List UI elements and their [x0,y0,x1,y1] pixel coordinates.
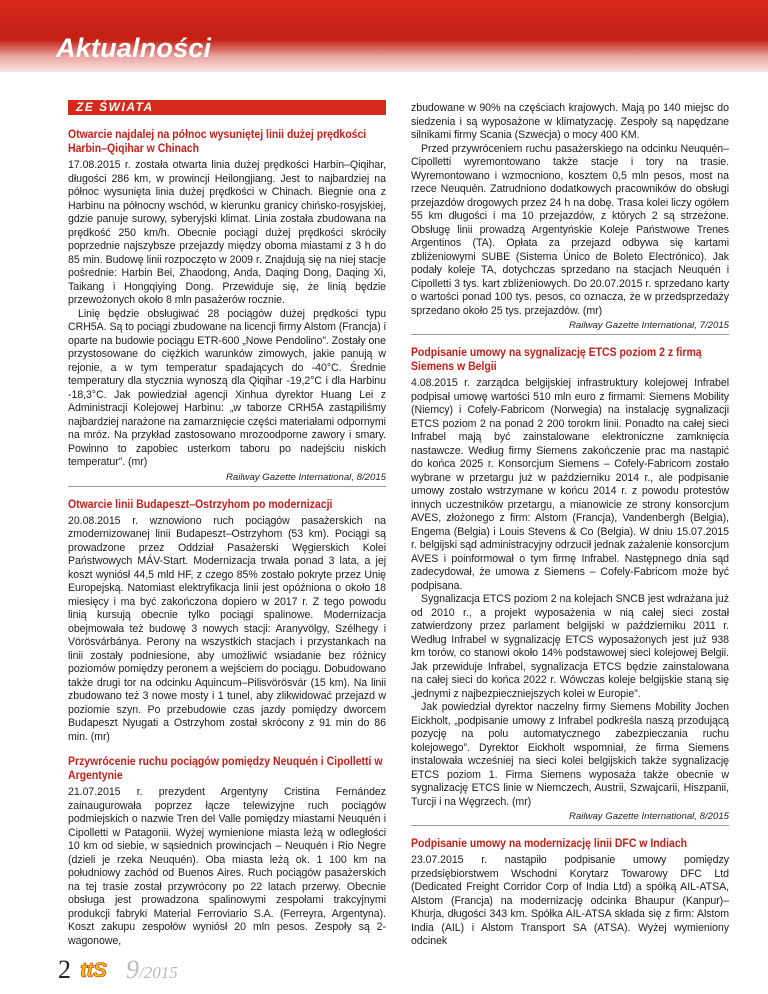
article-neuquen [68,754,386,948]
article-dfc-india [411,836,729,949]
article-source: Railway Gazette International, 7/2015 [411,320,729,335]
right-column [411,102,729,949]
magazine-logo: ttS [80,959,107,982]
article-etcs-belgium [411,345,729,826]
paragraph: Przed przywróceniem ruchu pasażerskiego na odcinku Neuquén–Cipolletti wyremontowano także stacje i tory na trasie. Wyremontowano i wzmocniono, kosztem 0,5 mln pesos, most na rzece Neuquén. Zatrudniono dodatkowych pracowników do obsługi przejazdów drogowych przez 24 h na dobę. Trasa kolei liczy ogółem 55 km długości i ma 10 przejazdów, z których 2 są strzeżone. Obsługę linii prowadzą Argentyńskie Koleje Państwowe Trenes Argentinos (TA). Opłata za przejazd odbywa się kartami zbliżeniowymi SUBE (Sistema Único de Boleto Electrónico). Jak podały koleje TA, dotychczas sprzedano na stacjach Neuquén i Cipolletti 3 tys. kart zbliżeniowych. Do 20.07.2015 r. sprzedano karty o wartości ponad 100 tys. pesos, co oznacza, że w przedsprzedaży sprzedano około 25 tys. przejazdów. (mr) [411,142,729,317]
article-body [68,159,386,470]
issue-number [126,955,178,985]
paragraph: Jak powiedział dyrektor naczelny firmy Siemens Mobility Jochen Eickholt, „podpisanie umowy z Infrabel podkreśla naszą przodującą pozycję na polu automatycznego zabezpieczania ruchu kolejowego”. Dyrektor Eickholt wspomniał, że firma Siemens instalowała wcześniej na sieci kolei belgijskich także sygnalizację ETCS poziom 1. Firma Siemens wyposaża także obecnie w sygnalizację ETCS linie w Niemczech, Austrii, Szwajcarii, Hiszpanii, Turcji i na Węgrzech. (mr) [411,701,729,808]
paragraph: zbudowane w 90% na częściach krajowych. Mają po 140 miejsc do siedzenia i są wyposażone w klimatyzację. Zespoły są napędzane silnikami firmy Scania (Szwecja) o mocy 400 KM. [411,102,729,141]
paragraph: 23.07.2015 r. nastąpiło podpisanie umowy pomiędzy przedsiębiorstwem Wschodni Korytarz Towarowy DFC Ltd (Dedicated Freight Corridor Corp of India Ltd) a spółką AIL-ATSA, Alstom (Francja) na modernizację odcinka Bhaupur (Kanpur)–Khurja, długości 343 km. Spółka AIL-ATSA składa się z firm: Alstom India (AIL) i Alstom Transport SA (ATSA). Wyżej wymieniony odcinek [411,854,729,947]
article-body [411,377,729,809]
paragraph: 4.08.2015 r. zarządca belgijskiej infrastruktury kolejowej Infrabel podpisał umowę wartości 510 mln euro z firmami: Siemens Mobility (Niemcy) i Cofely-Fabricom (Norwegia) na instalację sygnalizacji ETCS poziom 2 na ponad 2 200 torokm linii. Ponadto na całej sieci Infrabel mają być zainstalowane elektroniczne zamknięcia nastawcze. Według firmy Siemens zakończenie prac ma nastąpić do końca 2025 r. Konsorcjum Siemens – Cofely-Fabricom zostało wybrane w przetargu już w październiku 2014 r., ale podpisanie umowy zostało wstrzymane w końcu 2014 r. z powodu protestów innych uczestników przetargu, a mianowicie ze strony konsorcjum AVES, złożonego z firm: Alstom (Francja), Vandenbergh (Belgia), Engema (Belgia) i Louis Stevens & Co (Belgia). W dniu 15.07.2015 r. belgijski sąd administracyjny odrzucił jednak zażalenie konsorcjum AVES i poinformował o tym firmę Infrabel. Następnego dnia sąd zadecydował, że umowa z Siemens – Cofely-Fabricom może być podpisana. [411,377,729,592]
article-title: Otwarcie najdalej na północ wysuniętej linii dużej prędkości Harbin–Qiqihar w Chinach [68,127,367,155]
article-budapest [68,497,386,745]
article-body [411,854,729,949]
page-title: Aktualności [56,33,212,63]
issue-no: 9 [126,955,139,984]
article-body [68,786,386,948]
section-label: ZE ŚWIATA [68,100,386,115]
article-source: Railway Gazette International, 8/2015 [68,472,386,487]
article-title: Otwarcie linii Budapeszt–Ostrzyhom po modernizacji [68,496,333,511]
page-number: 2 [58,955,71,984]
issue-year: /2015 [139,963,178,982]
paragraph: 17.08.2015 r. została otwarta linia dużej prędkości Harbin–Qiqihar, długości 286 km, w prowincji Heilongjiang. Jest to najbardziej na północ wysunięta linia dużej prędkości w Chinach. Biegnie ona z Harbinu na północny wschód, w kierunku granicy chińsko-rosyjskiej, gdzie panuje surowy, syberyjski klimat. Linia została zbudowana na prędkość 250 km/h. Obecnie pociągi dużej prędkości skróciły poprzednie najszybsze przejazdy między oboma miastami z 3 h do 85 min. Budowę linii rozpoczęto w 2009 r. Znajdują się na niej stacje pośrednie: Harbin Bei, Zhaodong, Anda, Daqing Dong, Daqing Xi, Taikang i Hongqiying Dong. Przewiduje się, że linią będzie przewożonych około 8 mln pasażerów rocznie. [68,159,386,306]
paragraph: Linię będzie obsługiwać 28 pociągów dużej prędkości typu CRH5A. Są to pociągi zbudowane na licencji firmy Alstom (Francja) i oparte na budowie pociągu ETR-600 „Nowe Pendolino”. Zostały one przystosowane do ciężkich warunków zimowych, jakie panują w rejonie, a w tym temperatur spadających do -40°C. Średnie temperatury dla stycznia wynoszą dla Qiqihar -19,2°C i dla Harbinu -18,3°C. Jak powiedział agencji Xinhua dyrektor Huang Lei z Administracji Kolejowej Harbinu: „w taborze CRH5A zastąpiliśmy najbardziej narażone na zamarznięcie części materiałami odpornymi na mróz. Na przykład zastosowano mrozoodporne zawory i smary. Powinno to zapobiec usterkom taboru po nadejściu niskich temperatur”. (mr) [68,307,386,468]
paragraph: 20.08.2015 r. wznowiono ruch pociągów pasażerskich na zmodernizowanej linii Budapeszt–Ostrzyhom (53 km). Pociągi są prowadzone przez Oddział Pasażerski Węgierskich Kolei Państwowych MÁV-Start. Modernizacja trwała ponad 3 lata, a jej koszt wyniósł 44,5 mld HF, z czego 85% zostało pokryte przez Unię Europejską. Natomiast elektryfikacja linii jest opóźniona o około 18 miesięcy i ma być zakończona dopiero w 2017 r. Z tego powodu linią kursują obecnie tylko pociągi spalinowe. Modernizacja obejmowała też budowę 3 nowych stacji: Aranyvölgy, Szélhegy i Vörösvárbánya. Perony na wszystkich stacjach i przystankach na linii zostały podniesione, aby umożliwić wsiadanie bez różnicy poziomów pomiędzy peronem a wejściem do pociągu. Dobudowano także drugi tor na odcinku Aquincum–Pilisvörösvár (15 km). Na linii zbudowano też 3 nowe mosty i 1 tunel, aby zlikwidować przejazd w poziomie szyn. Po przebudowie czas jazdy pomiędzy dworcem Budapeszt Nyugati a Ostrzyhom został skrócony z 91 min do 86 min. (mr) [68,514,386,743]
article-body [411,102,729,318]
article-neuquen-continued [411,102,729,335]
article-body [68,515,386,745]
article-harbin [68,127,386,487]
paragraph: Sygnalizacja ETCS poziom 2 na kolejach SNCB jest wdrażana już od 2010 r., a projekt wyposażenia w nią całej sieci został zatwierdzony przez parlament belgijski w październiku 2011 r. Według Infrabel w sygnalizację ETCS wyposażonych jest już 938 km torów, co stanowi około 14% podstawowej sieci kolejowej Belgii. Jak przewiduje Infrabel, sygnalizacja ETCS będzie zainstalowana na całej sieci do końca 2022 r. Wówczas koleje belgijskie staną się „jednymi z najbezpieczniejszych kolei w Europie”. [411,593,729,700]
left-column [68,100,386,948]
article-source: Railway Gazette International, 8/2015 [411,811,729,826]
article-title: Podpisanie umowy na sygnalizację ETCS poziom 2 z firmą Siemens w Belgii [411,345,702,373]
article-title: Podpisanie umowy na modernizację linii DFC w Indiach [411,836,688,850]
article-title: Przywrócenie ruchu pociągów pomiędzy Neuquén i Cipolletti w Argentynie [68,754,383,782]
paragraph: 21.07.2015 r. prezydent Argentyny Cristina Fernández zainaugurowała poprzez łącze telewizyjne ruch pociągów podmiejskich o nazwie Tren del Valle pomiędzy miastami Neuquén i Cipolletti w Patagonii. Wyżej wymienione miasta leżą w odległości 10 km od siebie, w sąsiednich prowincjach – Neuquén i Rio Negre (dzieli je rzeka Neuquén). Oba miasta leżą ok. 1 100 km na południowy zachód od Buenos Aires. Ruch pociągów pasażerskich na tej trasie został przywrócony po 22 latach przerwy. Obecnie obsługa jest prowadzona spalinowymi zespołami trakcyjnymi produkcji fabryki Material Ferroviario S.A. (Ferreyra, Argentyna). Koszt zakupu zespołów wyniósł 20 mln pesos. Zespoły są 2-wagonowe, [68,786,386,947]
